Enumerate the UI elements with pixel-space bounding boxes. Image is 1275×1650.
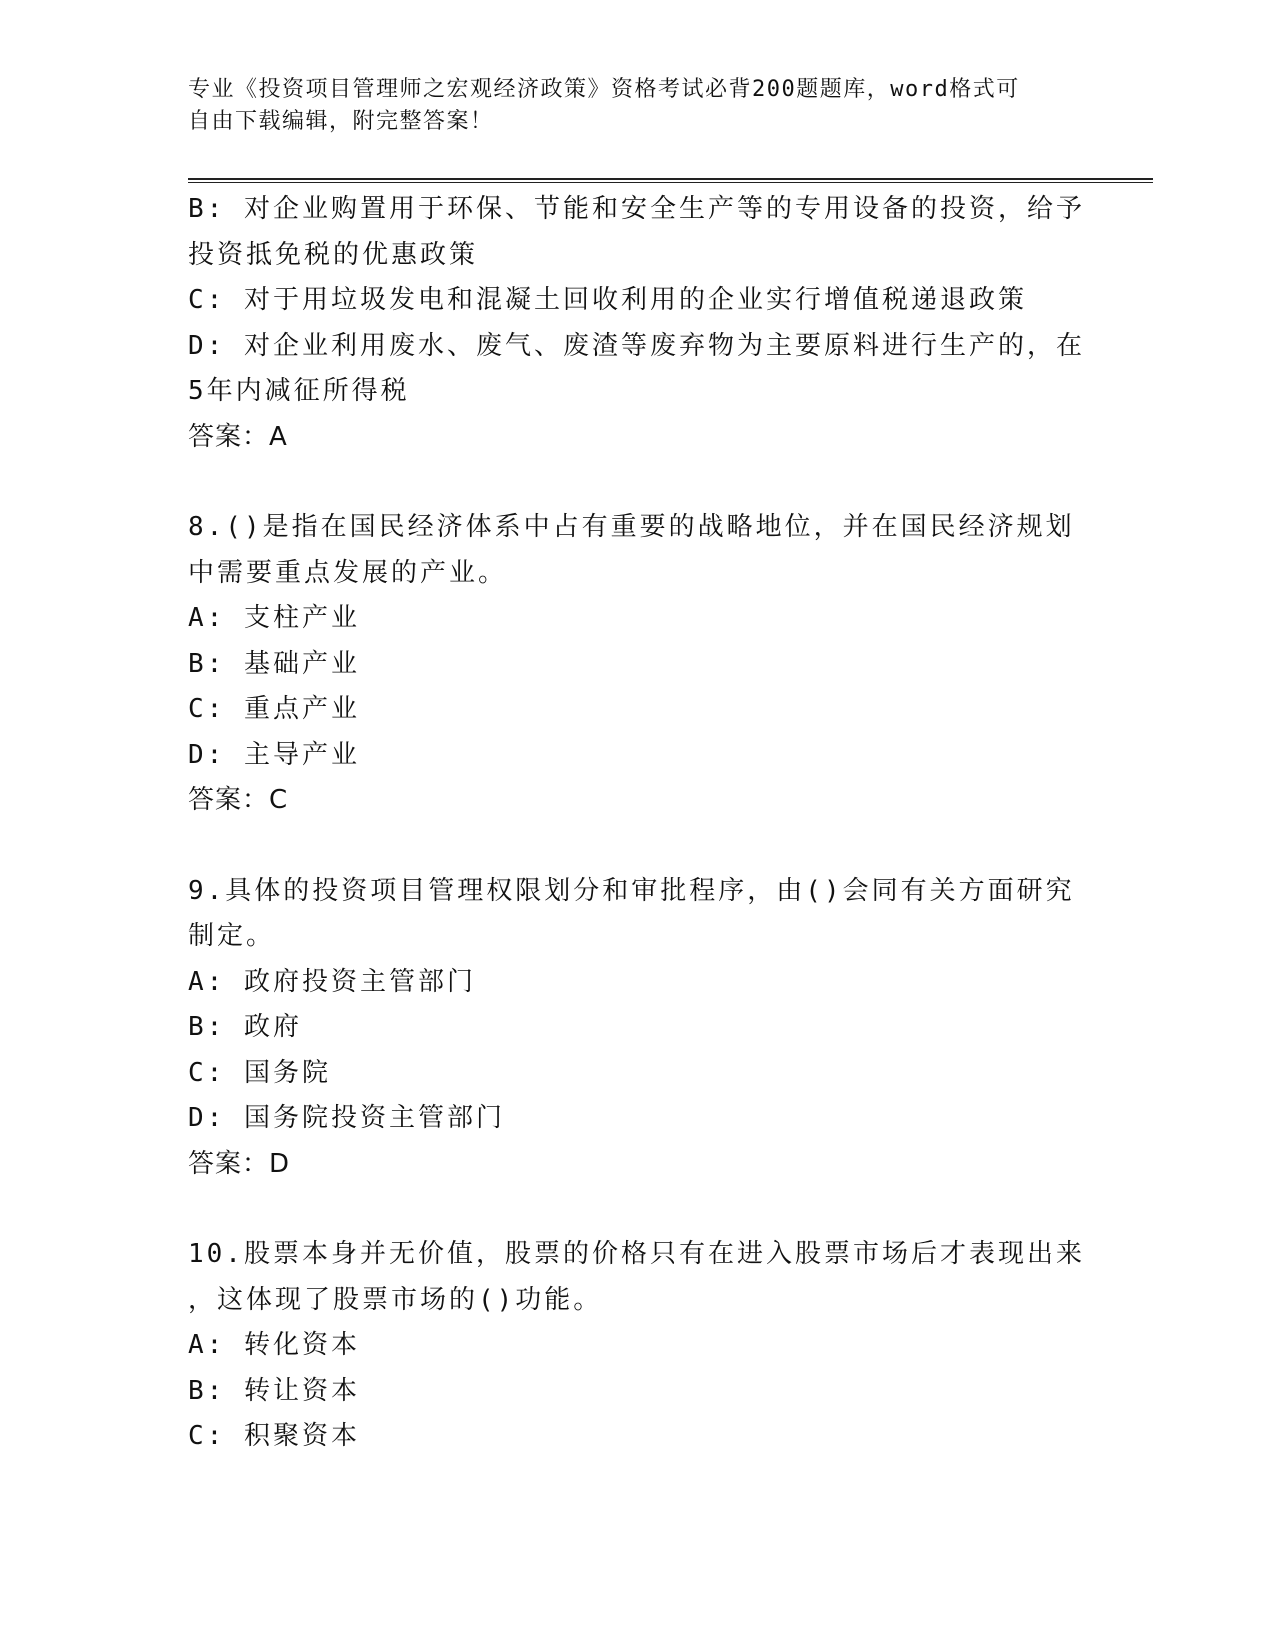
question-stem: 8.()是指在国民经济体系中占有重要的战略地位，并在国民经济规划 (188, 512, 1075, 542)
option-b: B: 基础产业 (188, 648, 360, 679)
option-line: D: 对企业利用废水、废气、废渣等废弃物为主要原料进行生产的，在 (188, 330, 1085, 361)
option-c: C: 国务院 (188, 1057, 331, 1088)
question-8 (188, 505, 1088, 824)
question-stem: 中需要重点发展的产业。 (188, 557, 508, 588)
option-b (188, 187, 1088, 278)
question-stem: 制定。 (188, 921, 276, 951)
answer: 答案：C (188, 785, 289, 815)
option-a: A: 支柱产业 (188, 603, 360, 633)
question-stem: 9.具体的投资项目管理权限划分和审批程序，由()会同有关方面研究 (188, 875, 1075, 906)
question-10 (188, 1232, 1088, 1460)
option-d: D: 主导产业 (188, 739, 360, 770)
option-a: A: 转化资本 (188, 1330, 360, 1360)
question-stem: 10.股票本身并无价值，股票的价格只有在进入股票市场后才表现出来 (188, 1239, 1085, 1269)
option-d (188, 324, 1088, 415)
option-line: 5年内减征所得税 (188, 376, 410, 406)
option-line: B: 对企业购置用于环保、节能和安全生产等的专用设备的投资，给予 (188, 194, 1085, 224)
question-9 (188, 869, 1088, 1188)
question-stem: ，这体现了股票市场的()功能。 (188, 1284, 603, 1315)
answer: 答案：D (188, 1148, 291, 1179)
option-c: C: 积聚资本 (188, 1421, 360, 1451)
option-b: B: 转让资本 (188, 1375, 360, 1406)
header-divider (188, 178, 1153, 183)
option-d: D: 国务院投资主管部门 (188, 1103, 505, 1133)
option-a: A: 政府投资主管部门 (188, 966, 476, 997)
option-b: B: 政府 (188, 1012, 302, 1042)
option-c: C: 重点产业 (188, 694, 360, 724)
page-header (188, 74, 1068, 138)
header-line-2: 自由下载编辑，附完整答案！ (188, 109, 494, 134)
answer: 答案：A (188, 421, 288, 452)
prev-question (188, 187, 1088, 460)
header-line-1: 专业《投资项目管理师之宏观经济政策》资格考试必背200题题库，word格式可 (188, 77, 1020, 102)
question-content (188, 187, 1088, 1460)
option-c (188, 278, 1088, 324)
option-line: C: 对于用垃圾发电和混凝土回收利用的企业实行增值税递退政策 (188, 285, 1027, 315)
option-line: 投资抵免税的优惠政策 (188, 239, 479, 270)
